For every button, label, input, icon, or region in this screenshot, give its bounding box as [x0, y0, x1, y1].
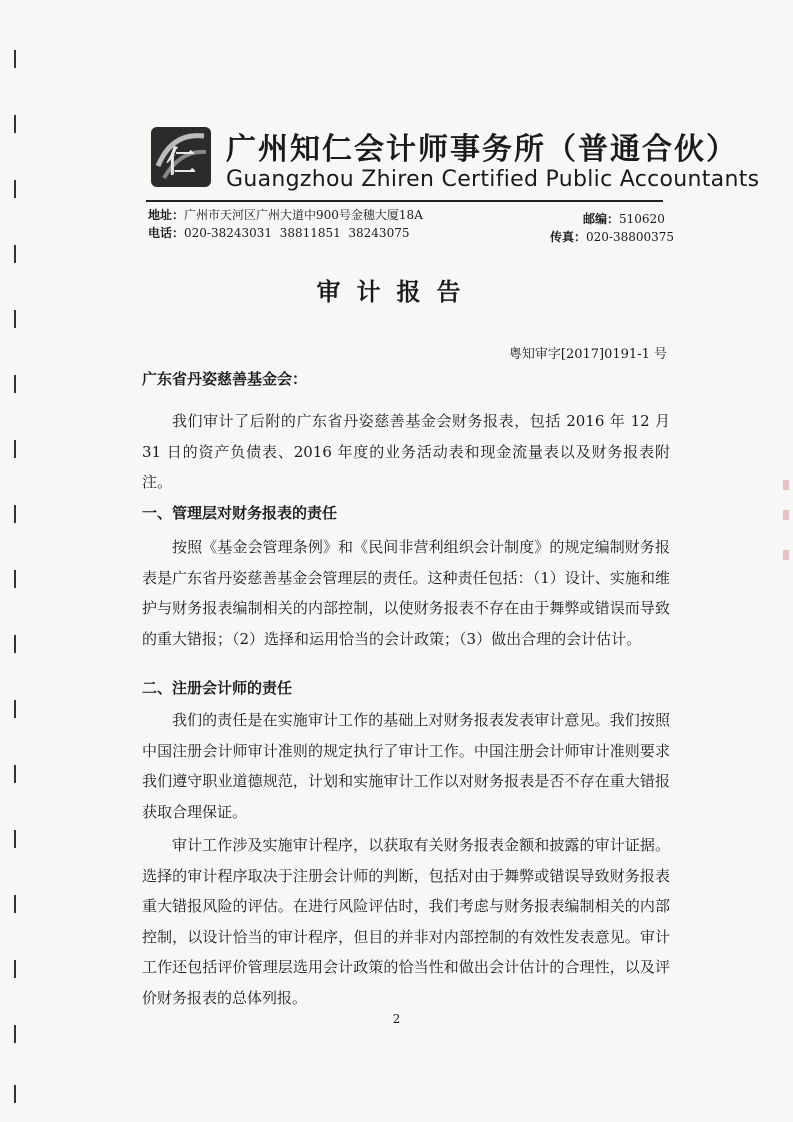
firm-name-zh: 广州知仁会计师事务所（普通合伙）: [226, 132, 738, 167]
binding-marks: [14, 20, 22, 1110]
postcode-value: 510620: [619, 212, 665, 226]
letterhead: [146, 118, 760, 204]
phone-label: 电话：: [148, 226, 185, 240]
report-title: 审计报告: [316, 277, 477, 306]
fax-line: [550, 228, 674, 245]
fax-value: 020-38800375: [586, 230, 675, 244]
section2-heading: 二、注册会计师的责任: [142, 679, 293, 697]
address-value: 广州市天河区广州大道中900号金穗大厦18A: [184, 208, 423, 222]
postcode-label: 邮编：: [583, 212, 620, 226]
postcode-line: [583, 210, 665, 227]
page-number: 2: [392, 1012, 401, 1026]
phone-line: [148, 224, 409, 241]
fax-label: 传真：: [550, 230, 587, 244]
addressee: 广东省丹姿慈善基金会：: [142, 370, 308, 388]
svg-text:仁: 仁: [166, 145, 196, 180]
intro-paragraph: 我们审计了后附的广东省丹姿慈善基金会财务报表，包括 2016 年 12 月 31 日的资产负债表、2016 年度的业务活动表和现金流量表以及财务报表附注。: [142, 412, 670, 491]
seal-edge-marks: [777, 470, 789, 590]
phone-value: 020-38243031 38811851 38243075: [184, 226, 410, 240]
section2-paragraph-1: 我们的责任是在实施审计工作的基础上对财务报表发表审计意见。我们按照中国注册会计师审计准则的规定执行了审计工作。中国注册会计师审计准则要求我们遵守职业道德规范，计划和实施审计工作以对财务报表是否不存在重大错报获取合理保证。: [142, 711, 670, 821]
section2-paragraph-2: 审计工作涉及实施审计程序，以获取有关财务报表金额和披露的审计证据。选择的审计程序取决于注册会计师的判断，包括对由于舞弊或错误导致财务报表重大错报风险的评估。在进行风险评估时，我们考虑与财务报表编制相关的内部控制，以设计恰当的审计程序，但目的并非对内部控制的有效性发表意见。审计工作还包括评价管理层选用会计政策的恰当性和做出会计估计的合理性，以及评价财务报表的总体列报。: [142, 836, 670, 1007]
firm-name-en: Guangzhou Zhiren Certified Public Accountants: [226, 167, 760, 192]
section1-heading: 一、管理层对财务报表的责任: [142, 504, 338, 522]
firm-logo-icon: [150, 126, 212, 188]
address-line: [148, 206, 423, 223]
section1-paragraph: 按照《基金会管理条例》和《民间非营利组织会计制度》的规定编制财务报表是广东省丹姿慈善基金会管理层的责任。这种责任包括：（1）设计、实施和维护与财务报表编制相关的内部控制，以使财务报表不存在由于舞弊或错误而导致的重大错报；（2）选择和运用恰当的会计政策；（3）做出合理的会计估计。: [142, 538, 670, 648]
address-label: 地址：: [148, 208, 185, 222]
reference-number: 粤知审字[2017]0191-1 号: [508, 347, 667, 362]
header-divider: [146, 200, 663, 202]
